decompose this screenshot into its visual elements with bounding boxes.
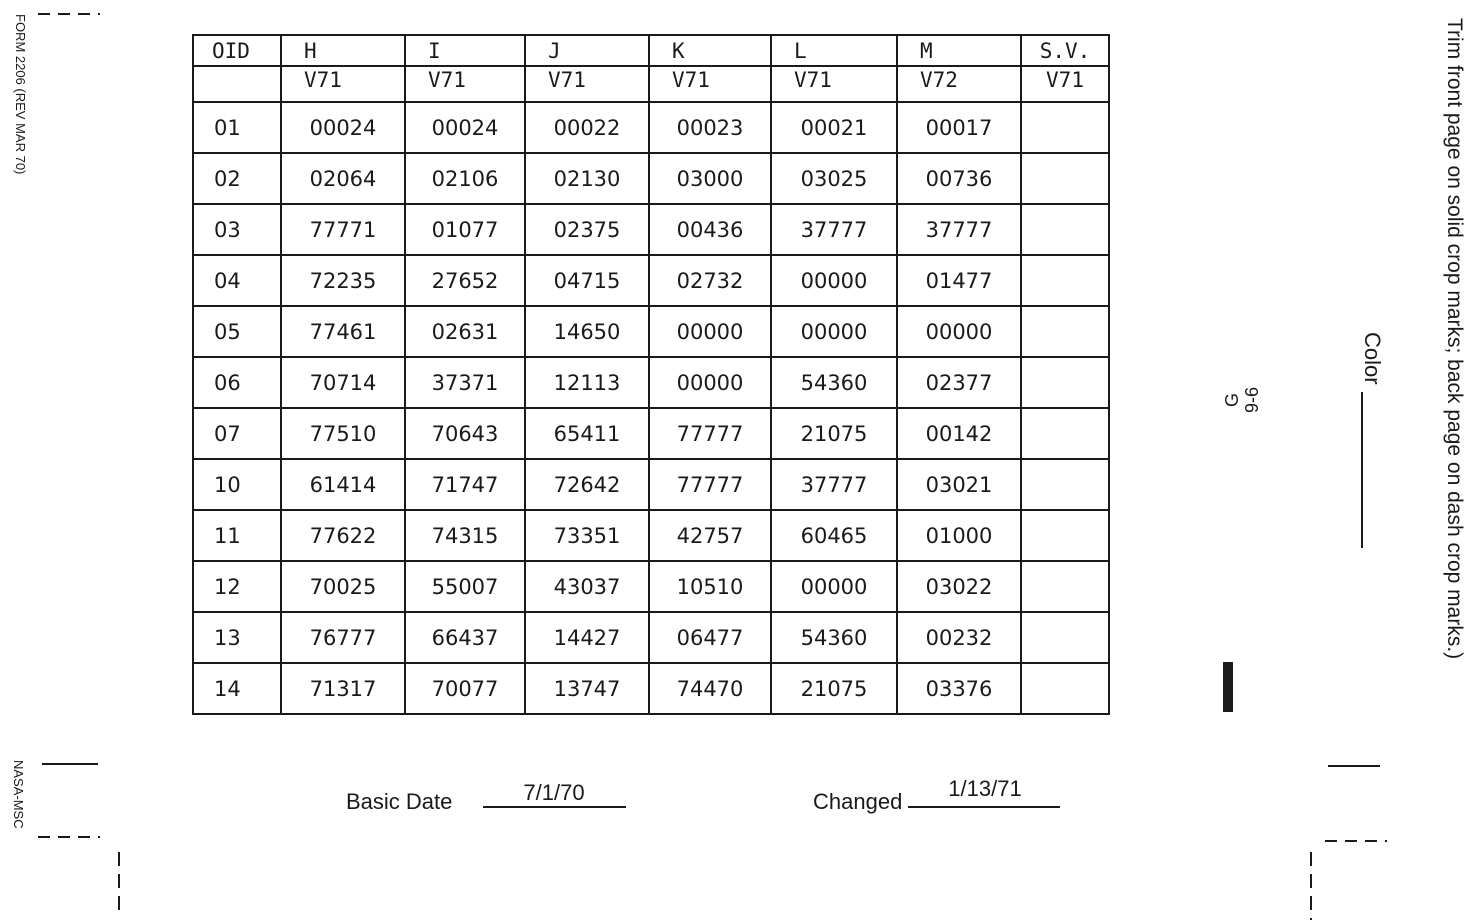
column-header: M	[897, 35, 1021, 66]
table-row	[193, 255, 1109, 306]
sv-cell	[1021, 102, 1109, 153]
oid-cell: 10	[193, 459, 281, 510]
column-subheader: V71	[771, 66, 897, 102]
table-cell: 74315	[405, 510, 525, 561]
trim-instructions: Trim front page on solid crop marks; back page on dash crop marks.)	[1443, 18, 1466, 660]
table-cell: 77771	[281, 204, 405, 255]
column-header: K	[649, 35, 771, 66]
table-cell: 00000	[771, 255, 897, 306]
table-cell: 77622	[281, 510, 405, 561]
org-label: NASA-MSC	[11, 760, 26, 829]
table-cell: 02732	[649, 255, 771, 306]
sv-cell	[1021, 306, 1109, 357]
table-cell: 00021	[771, 102, 897, 153]
table-cell: 02106	[405, 153, 525, 204]
oid-cell: 03	[193, 204, 281, 255]
crop-mark-dash-vertical-left	[118, 852, 120, 918]
table-row	[193, 510, 1109, 561]
table-cell: 37371	[405, 357, 525, 408]
table-cell: 01077	[405, 204, 525, 255]
table-cell: 03025	[771, 153, 897, 204]
table-cell: 00232	[897, 612, 1021, 663]
table-cell: 02130	[525, 153, 649, 204]
crop-mark-solid-right	[1328, 765, 1380, 767]
oid-cell: 05	[193, 306, 281, 357]
table-cell: 70714	[281, 357, 405, 408]
table-row	[193, 306, 1109, 357]
table-body	[193, 102, 1109, 714]
table-cell: 76777	[281, 612, 405, 663]
table-row	[193, 408, 1109, 459]
table-cell: 00142	[897, 408, 1021, 459]
table-cell: 61414	[281, 459, 405, 510]
oid-cell: 13	[193, 612, 281, 663]
sv-cell	[1021, 612, 1109, 663]
column-subheader: V71	[281, 66, 405, 102]
form-label: FORM 2206 (REV MAR 70)	[13, 14, 28, 175]
crop-mark-dash-top-left	[38, 13, 100, 15]
table-cell: 60465	[771, 510, 897, 561]
table-cell: 77461	[281, 306, 405, 357]
table-cell: 00436	[649, 204, 771, 255]
table-row	[193, 153, 1109, 204]
basic-date-underline	[483, 806, 626, 808]
table-cell: 00022	[525, 102, 649, 153]
table-cell: 65411	[525, 408, 649, 459]
page-id-number: 9-6	[1242, 387, 1262, 414]
table-cell: 00017	[897, 102, 1021, 153]
table-row	[193, 561, 1109, 612]
table-cell: 00000	[897, 306, 1021, 357]
table-cell: 21075	[771, 663, 897, 714]
oid-cell: 11	[193, 510, 281, 561]
table-cell: 37777	[771, 204, 897, 255]
table-subheader-row	[193, 66, 1109, 102]
table-cell: 02375	[525, 204, 649, 255]
column-subheader	[193, 66, 281, 102]
oid-cell: 07	[193, 408, 281, 459]
data-table	[192, 34, 1110, 715]
crop-mark-solid-left	[42, 763, 98, 765]
table-row	[193, 102, 1109, 153]
sv-cell	[1021, 459, 1109, 510]
table-cell: 71317	[281, 663, 405, 714]
table-cell: 03021	[897, 459, 1021, 510]
table-cell: 70077	[405, 663, 525, 714]
table-cell: 71747	[405, 459, 525, 510]
color-field-line	[1361, 392, 1363, 548]
table-cell: 37777	[771, 459, 897, 510]
table-cell: 70025	[281, 561, 405, 612]
table-cell: 14427	[525, 612, 649, 663]
sv-cell	[1021, 510, 1109, 561]
crop-mark-dash-bottom-right	[1325, 840, 1387, 842]
table-cell: 43037	[525, 561, 649, 612]
column-subheader: V72	[897, 66, 1021, 102]
color-label: Color	[1360, 332, 1385, 385]
sv-cell	[1021, 204, 1109, 255]
table-cell: 03000	[649, 153, 771, 204]
table-cell: 72642	[525, 459, 649, 510]
table-cell: 77777	[649, 459, 771, 510]
oid-cell: 14	[193, 663, 281, 714]
oid-cell: 12	[193, 561, 281, 612]
table-cell: 21075	[771, 408, 897, 459]
table-row	[193, 204, 1109, 255]
table-cell: 00000	[649, 357, 771, 408]
column-header: J	[525, 35, 649, 66]
oid-cell: 02	[193, 153, 281, 204]
table-row	[193, 357, 1109, 408]
table-cell: 13747	[525, 663, 649, 714]
table-cell: 12113	[525, 357, 649, 408]
table-cell: 70643	[405, 408, 525, 459]
table-cell: 02377	[897, 357, 1021, 408]
basic-date-value: 7/1/70	[523, 780, 585, 805]
table-cell: 04715	[525, 255, 649, 306]
table-cell: 37777	[897, 204, 1021, 255]
table-cell: 77510	[281, 408, 405, 459]
oid-cell: 06	[193, 357, 281, 408]
table-cell: 10510	[649, 561, 771, 612]
table-cell: 01477	[897, 255, 1021, 306]
table-cell: 42757	[649, 510, 771, 561]
table-cell: 66437	[405, 612, 525, 663]
column-header: S.V.	[1021, 35, 1109, 66]
changed-underline	[908, 806, 1060, 808]
column-header: H	[281, 35, 405, 66]
page-id	[1222, 360, 1282, 440]
sv-cell	[1021, 408, 1109, 459]
column-subheader: V71	[649, 66, 771, 102]
table-cell: 00000	[649, 306, 771, 357]
table-cell: 06477	[649, 612, 771, 663]
table-cell: 72235	[281, 255, 405, 306]
table-cell: 74470	[649, 663, 771, 714]
table-header-row	[193, 35, 1109, 66]
table-cell: 77777	[649, 408, 771, 459]
column-subheader: V71	[405, 66, 525, 102]
table-cell: 02631	[405, 306, 525, 357]
sv-cell	[1021, 561, 1109, 612]
changed-label: Changed	[813, 789, 903, 814]
table-cell: 73351	[525, 510, 649, 561]
table-cell: 00000	[771, 561, 897, 612]
table-row	[193, 459, 1109, 510]
column-header: OID	[193, 35, 281, 66]
table-cell: 00023	[649, 102, 771, 153]
sv-cell	[1021, 357, 1109, 408]
table-cell: 01000	[897, 510, 1021, 561]
table-cell: 03376	[897, 663, 1021, 714]
column-header: L	[771, 35, 897, 66]
table-cell: 00024	[281, 102, 405, 153]
table-row	[193, 663, 1109, 714]
oid-cell: 04	[193, 255, 281, 306]
basic-date-label: Basic Date	[346, 789, 453, 814]
table-cell: 27652	[405, 255, 525, 306]
table-cell: 54360	[771, 357, 897, 408]
table-cell: 02064	[281, 153, 405, 204]
table-cell: 55007	[405, 561, 525, 612]
registration-bar	[1223, 662, 1233, 712]
sv-cell	[1021, 255, 1109, 306]
table-cell: 00024	[405, 102, 525, 153]
page-id-letter: G	[1222, 393, 1242, 408]
table-cell: 03022	[897, 561, 1021, 612]
sv-cell	[1021, 153, 1109, 204]
column-subheader: V71	[525, 66, 649, 102]
crop-mark-dash-bottom-left	[38, 836, 100, 838]
table-cell: 00736	[897, 153, 1021, 204]
table-row	[193, 612, 1109, 663]
table-cell: 54360	[771, 612, 897, 663]
column-subheader: V71	[1021, 66, 1109, 102]
changed-value: 1/13/71	[948, 776, 1022, 801]
table-cell: 14650	[525, 306, 649, 357]
table-cell: 00000	[771, 306, 897, 357]
column-header: I	[405, 35, 525, 66]
sv-cell	[1021, 663, 1109, 714]
crop-mark-dash-vertical-right	[1310, 852, 1312, 920]
oid-cell: 01	[193, 102, 281, 153]
